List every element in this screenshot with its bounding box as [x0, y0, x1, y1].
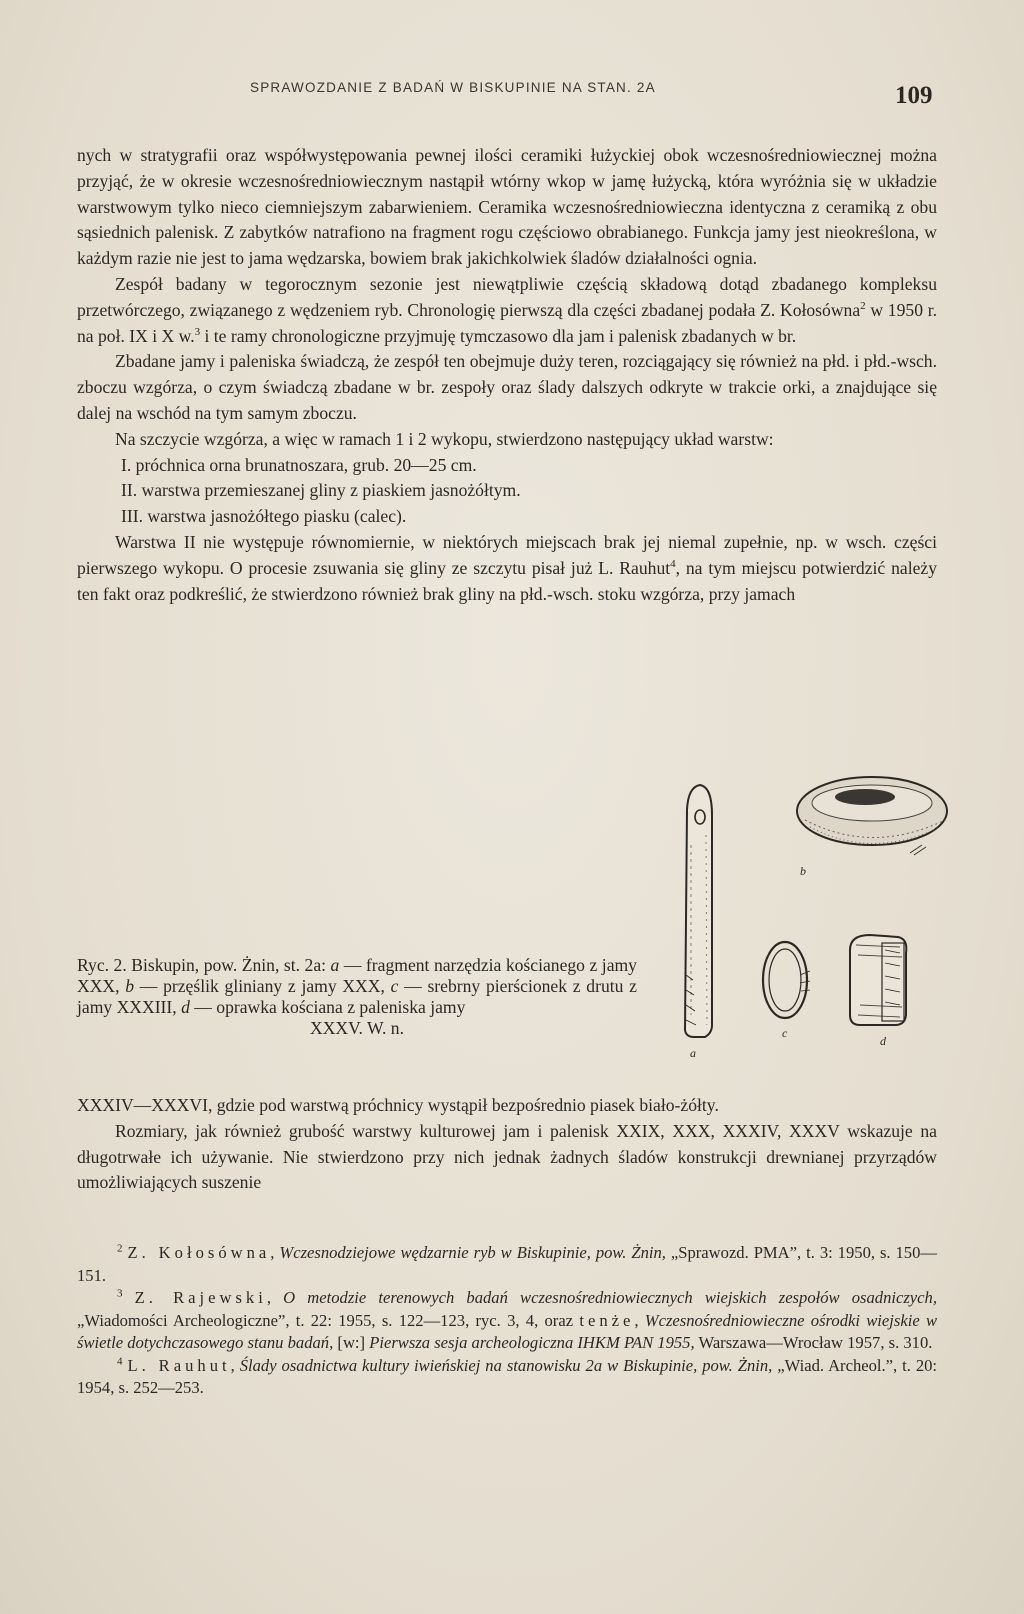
- paragraph-5-text-a: Warstwa II nie występuje równomiernie, w niektórych miejscach brak jej niemal zupełnie, np. w wsch. części pierwszego wykopu. O procesie zsuwania się gliny ze szczytu pisał już L. Rauhut: [77, 531, 937, 578]
- silver-ring-drawing: [763, 942, 810, 1040]
- figure-caption: [77, 955, 637, 1039]
- footnote-rest: „Sprawozd. PMA”, t. 3: 1950, s. 150—151.: [77, 1243, 937, 1285]
- caption-last-line: XXXV. W. n.: [309, 1018, 404, 1038]
- paragraph-2-text-c: i te ramy chronologiczne przyjmuję tymczasowo dla jam i palenisk zbadanych w br.: [200, 325, 797, 346]
- caption-label-c: c: [390, 976, 399, 996]
- spindle-whorl-drawing: [797, 777, 947, 878]
- caption-text-d: — srebrny pierścionek z drutu z jamy XXXIII,: [77, 976, 637, 1017]
- footnote-ref-3: 3: [194, 325, 201, 338]
- footnote-author: Z. Rajewski: [134, 1288, 267, 1307]
- paragraph-4: Na szczycie wzgórza, a więc w ramach 1 i 2 wykopu, stwierdzono następujący układ warstw:: [115, 428, 774, 449]
- paragraph-5-text-b: , na tym miejscu potwierdzić należy ten fakt oraz podkreślić, że stwierdzono również brak gliny na płd.-wsch. stoku wzgórza, przy jamach: [77, 557, 937, 604]
- paragraph-7: Rozmiary, jak również grubość warstwy kulturowej jam i palenisk XXIX, XXX, XXXIV, XXXV wskazuje na długotrwałe ich używanie. Nie stwierdzono przy nich jednak żadnych śladów konstrukcji drewnianej przyrządów umożliwiających suszenie: [77, 1120, 937, 1193]
- layer-item-2: II. warstwa przemieszanej gliny z piaskiem jasnożółtym.: [121, 480, 521, 501]
- footnote-mark: 2: [117, 1242, 123, 1255]
- footnote-title: Pierwsza sesja archeologiczna IHKM PAN 1955,: [369, 1333, 695, 1352]
- page-number: 109: [895, 82, 933, 109]
- footnotes: [77, 1242, 937, 1400]
- caption-label-b: b: [125, 976, 135, 996]
- paragraph-2-text-a: Zespół badany w tegorocznym sezonie jest niewątpliwie częścią składową dotąd zbadanego kompleksu przetwórczego, związanego z wędzeniem ryb. Chronologię pierwszą dla części zbadanej podała Z. Kołosówna: [77, 273, 937, 320]
- caption-label-d: d: [181, 997, 190, 1017]
- figure-label-c: c: [782, 1026, 788, 1040]
- body-text-bottom: [77, 1093, 937, 1196]
- caption-text-c: — przęślik gliniany z jamy XXX,: [134, 976, 391, 996]
- footnote-rest: „Wiadomości Archeologiczne”, t. 22: 1955, s. 122—123, ryc. 3, 4, oraz: [77, 1310, 580, 1330]
- caption-text-a: Ryc. 2. Biskupin, pow. Żnin, st. 2a:: [77, 955, 331, 975]
- paragraph-2: [77, 272, 937, 349]
- footnote-title: Ślady osadnictwa kultury iwieńskiej na stanowisku 2a w Biskupinie, pow. Żnin,: [239, 1355, 773, 1375]
- artifact-drawings: [660, 775, 960, 1065]
- caption-label-a: a: [330, 955, 340, 975]
- footnote-ref-4: 4: [670, 557, 676, 570]
- figure-label-b: b: [800, 864, 806, 878]
- figure-label-d: d: [880, 1034, 886, 1048]
- body-text-top: [77, 143, 937, 607]
- footnote-mark: 3: [117, 1287, 123, 1300]
- footnote-rest: Warszawa—Wrocław 1957, s. 310.: [694, 1333, 933, 1352]
- footnote-mark: 4: [117, 1354, 123, 1367]
- footnote-author: Z. Kołosówna: [127, 1243, 271, 1262]
- footnote-title: Wczesnośredniowieczne ośrodki wiejskie w świetle dotychczasowego stanu badań,: [77, 1310, 938, 1352]
- footnote-title: Wczesnodziejowe wędzarnie ryb w Biskupinie, pow. Żnin,: [279, 1243, 666, 1262]
- footnote-rest: „Wiad. Archeol.”, t. 20: 1954, s. 252—253.: [77, 1355, 938, 1397]
- paragraph-3: Zbadane jamy i paleniska świadczą, że zespół ten obejmuje duży teren, rozciągający się również na płd. i płd.-wsch. zboczu wzgórza, o czym świadczą zbadane w br. zespoły oraz ślady dalszych odkryte w trakcie orki, a znajdujące się dalej na wschód na tym samym zboczu.: [77, 351, 937, 423]
- paragraph-1: nych w stratygrafii oraz współwystępowania pewnej ilości ceramiki łużyckiej obok wczesnośredniowiecznej można przyjąć, że w okresie wczesnośredniowiecznym nastąpił wtórny wkop w jamę łużycką, która wyróżnia się w układzie warstwowym tylko nieco ciemniejszym zabarwieniem. Ceramika wczesnośredniowieczna identyczna z ceramiką z obu sąsiednich palenisk. Z zabytków natrafiono na fragment rogu częściowo obrabianego. Funkcja jamy jest nieokreślona, w każdym razie nie jest to jama wędzarska, bowiem brak jakichkolwiek śladów działalności ognia.: [77, 145, 937, 269]
- bone-tool-drawing: [685, 785, 712, 1060]
- footnote-4: $^4$ L. Rauhut, Ślady osadnictwa kultury iwieńskiej na stanowisku 2a w Biskupinie, pow. Żnin, „Wiad. Archeol.”, t. 20: 1954, s. 252—253.: [77, 1354, 938, 1397]
- caption-text-b: — fragment narzędzia kościanego z jamy XXX,: [77, 955, 637, 996]
- footnote-3: $^3$ Z. Rajewski, O metodzie terenowych badań wczesnośredniowiecznych wiejskich zespołów osadniczych, „Wiadomości Archeologiczne”, t. 22: 1955, s. 122—123, ryc. 3, 4, oraz tenże, Wczesnośredniowieczne ośrodki wiejskie w świetle dotychczasowego stanu badań, [w:] Pierwsza sesja archeologiczna IHKM PAN 1955, Warszawa—Wrocław 1957, s. 310.: [77, 1287, 938, 1352]
- footnote-rest: [w:]: [333, 1333, 370, 1352]
- running-head: SPRAWOZDANIE Z BADAŃ W BISKUPINIE NA STAN. 2A: [250, 80, 656, 95]
- caption-text-e: — oprawka kościana z paleniska jamy: [189, 997, 466, 1017]
- footnote-ref-2: 2: [860, 299, 866, 312]
- paragraph-6: XXXIV—XXXVI, gdzie pod warstwą próchnicy wystąpił bezpośrednio piasek biało-żółty.: [77, 1095, 719, 1115]
- footnote-tenze: tenże: [579, 1310, 635, 1330]
- bone-fitting-drawing: [850, 935, 906, 1048]
- layer-item-3: III. warstwa jasnożółtego piasku (calec).: [121, 506, 407, 527]
- footnote-2: $^2$ Z. Kołosówna, Wczesnodziejowe wędzarnie ryb w Biskupinie, pow. Żnin, „Sprawozd. PMA”, t. 3: 1950, s. 150—151.: [77, 1242, 937, 1285]
- figure-label-a: a: [690, 1046, 696, 1060]
- paragraph-5: [77, 530, 937, 607]
- footnote-author: L. Rauhut: [127, 1355, 231, 1375]
- paragraph-2-text-b: w 1950 r. na poł. IX i X w.: [77, 299, 938, 346]
- footnote-title: O metodzie terenowych badań wczesnośredniowiecznych wiejskich zespołów osadniczych,: [283, 1288, 937, 1307]
- layer-item-1: I. próchnica orna brunatnoszara, grub. 20—25 cm.: [121, 454, 477, 475]
- figure-illustrations: [660, 775, 960, 1065]
